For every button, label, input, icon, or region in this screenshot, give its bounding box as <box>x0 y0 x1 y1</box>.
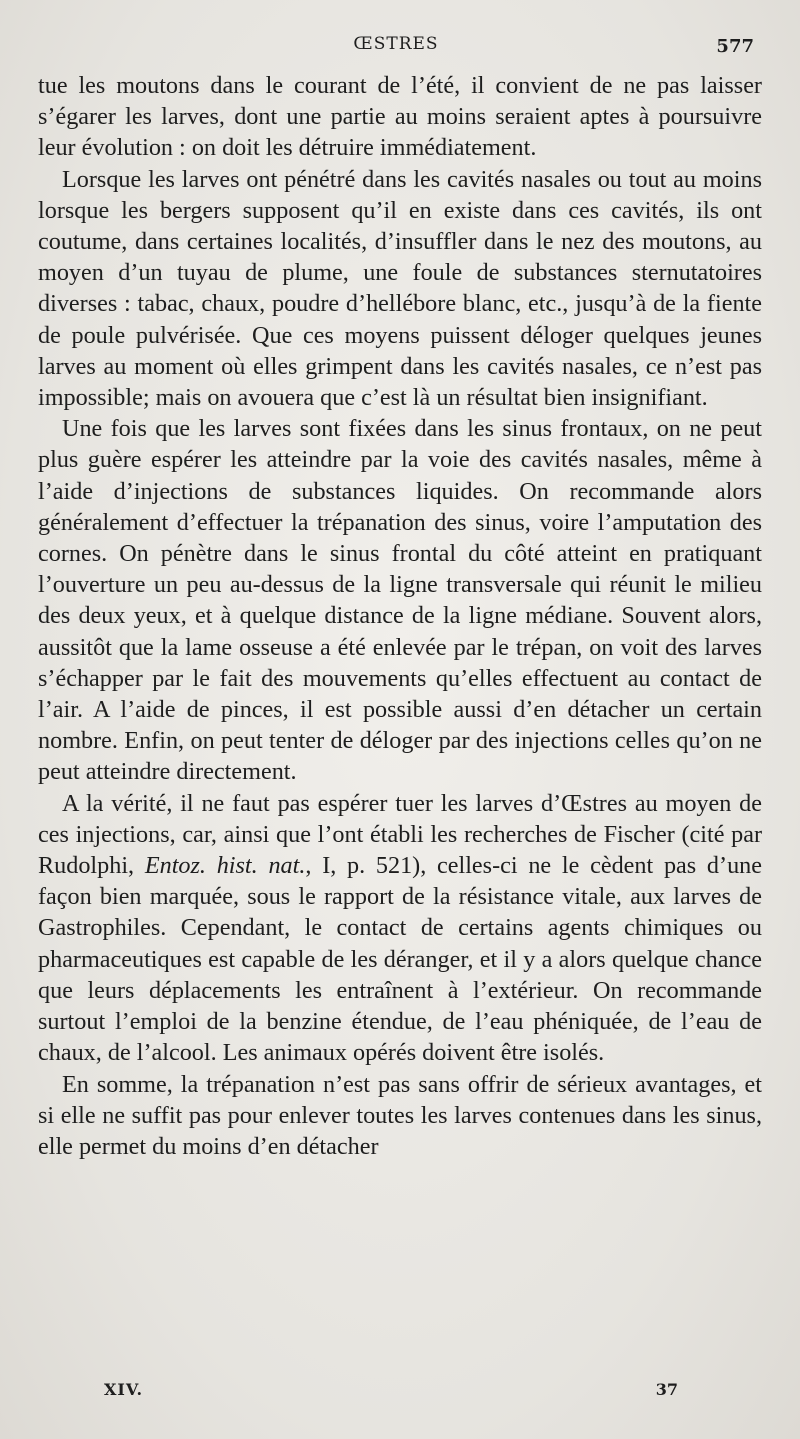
page-header <box>38 30 754 60</box>
running-title: ŒSTRES <box>353 34 439 54</box>
page-number: 577 <box>716 36 754 57</box>
paragraph-continued: tue les moutons dans le courant de l’été, il convient de ne pas laisser s’égarer les larves, dont une partie au moins seraient aptes à poursuivre leur évolution : on doit les détruire immédiatement. <box>38 72 762 162</box>
volume-signature: XIV. <box>104 1380 144 1399</box>
page-footer <box>104 1380 678 1406</box>
paragraph-injections-part-1: A la vérité, il ne faut pas espérer tuer les larves d’Œstres au moyen de ces injections, car, ainsi que l’ont établi les recherches de Fischer (cité par Rudolphi, <box>38 789 762 880</box>
paragraph-injections <box>38 788 762 1069</box>
paragraph-insufflation: Lorsque les larves ont pénétré dans les cavités nasales ou tout au moins lorsque les bergers supposent qu’il en existe dans ces cavités, ils ont coutume, dans certaines localités, d’insuffler dans le nez des moutons, au moyen d’un tuyau de plume, une foule de substances sternutatoires diverses : tabac, chaux, poudre d’hellébore blanc, etc., jusqu’à de la fiente de poule pulvérisée. Que ces moyens puissent déloger quelques jeunes larves au moment où elles grimpent dans les cavités nasales, ce n’est pas impossible; mais on avouera que c’est là un résultat bien insignifiant. <box>38 165 762 412</box>
citation-title: Entoz. hist. nat. <box>144 852 306 880</box>
paragraph-injections-part-2: , I, p. 521), celles-ci ne le cèdent pas d’une façon bien marquée, sous le rapport de la résistance vitale, aux larves de Gastrophiles. Cependant, le contact de certains agents chimiques ou pharmaceutiques est capable de les déranger, et il y a alors quelque chance que leurs déplacements les entraînent à l’extérieur. On recommande surtout l’emploi de la benzine étendue, de l’eau phéniquée, de l’eau de chaux, de l’alcool. Les animaux opérés doivent être isolés. <box>38 852 762 1067</box>
body-text <box>38 70 762 1162</box>
sheet-number: 37 <box>655 1380 678 1399</box>
paragraph-trepanation: Une fois que les larves sont fixées dans les sinus frontaux, on ne peut plus guère espérer les atteindre par la voie des cavités nasales, même à l’aide d’injections de substances liquides. On recommande alors généralement d’effectuer la trépanation des sinus, voire l’amputation des cornes. On pénètre dans le sinus frontal du côté atteint en pratiquant l’ouverture un peu au-dessus de la ligne transversale qui réunit le milieu des deux yeux, et à quelque distance de la ligne médiane. Souvent alors, aussitôt que la lame osseuse a été enlevée par le trépan, on voit des larves s’échapper par le fait des mouvements qu’elles effectuent au contact de l’air. A l’aide de pinces, il est possible aussi d’en détacher un certain nombre. Enfin, on peut tenter de déloger par des injections celles qu’on ne peut atteindre directement. <box>38 415 762 786</box>
paragraph-conclusion: En somme, la trépanation n’est pas sans offrir de sérieux avantages, et si elle ne suffit pas pour enlever toutes les larves contenues dans les sinus, elle permet du moins d’en détacher <box>38 1070 762 1160</box>
